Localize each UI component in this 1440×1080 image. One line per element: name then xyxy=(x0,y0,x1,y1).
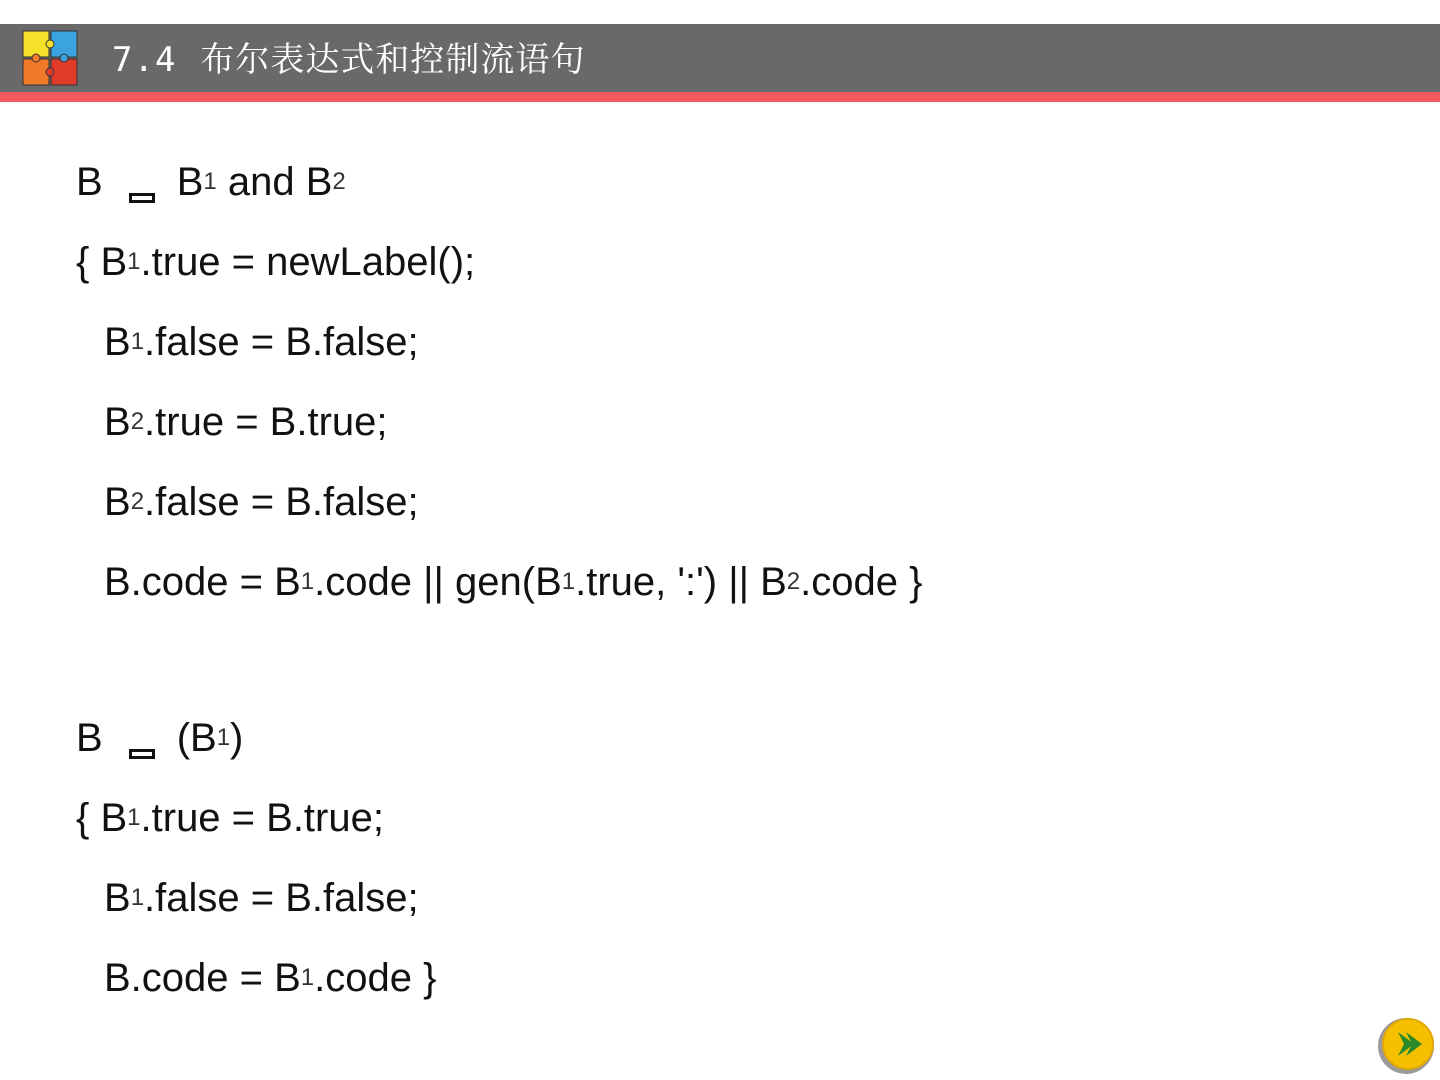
code-line: B 1 .false = B.false; xyxy=(104,876,419,920)
production-paren: B (B 1 ) xyxy=(76,716,244,760)
page-title xyxy=(112,32,585,88)
production-and: B B 1 and B 2 xyxy=(76,160,346,204)
spacer xyxy=(76,622,1376,698)
next-button-face[interactable] xyxy=(1382,1018,1434,1070)
code-line: { B 1 .true = B.true; xyxy=(76,796,384,840)
puzzle-logo-icon xyxy=(22,30,78,86)
production-arrow-icon xyxy=(129,193,155,203)
code-line: B 2 .true = B.true; xyxy=(104,400,388,444)
chevron-right-icon xyxy=(1384,1020,1432,1068)
production-arrow-icon xyxy=(129,749,155,759)
code-line: B.code = B 1 .code || gen(B 1 .true, ':') || B 2 .code } xyxy=(104,560,923,604)
section-title: 布尔表达式和控制流语句 xyxy=(200,40,586,80)
header-accent-stripe xyxy=(0,92,1440,102)
section-number: 7.4 xyxy=(112,40,177,80)
code-line: B 1 .false = B.false; xyxy=(104,320,419,364)
code-line: B 2 .false = B.false; xyxy=(104,480,419,524)
next-slide-button[interactable] xyxy=(1378,1018,1434,1074)
slide-body xyxy=(76,142,1376,1018)
code-line: B.code = B 1 .code } xyxy=(104,956,437,1000)
code-line: { B 1 .true = newLabel(); xyxy=(76,240,476,284)
